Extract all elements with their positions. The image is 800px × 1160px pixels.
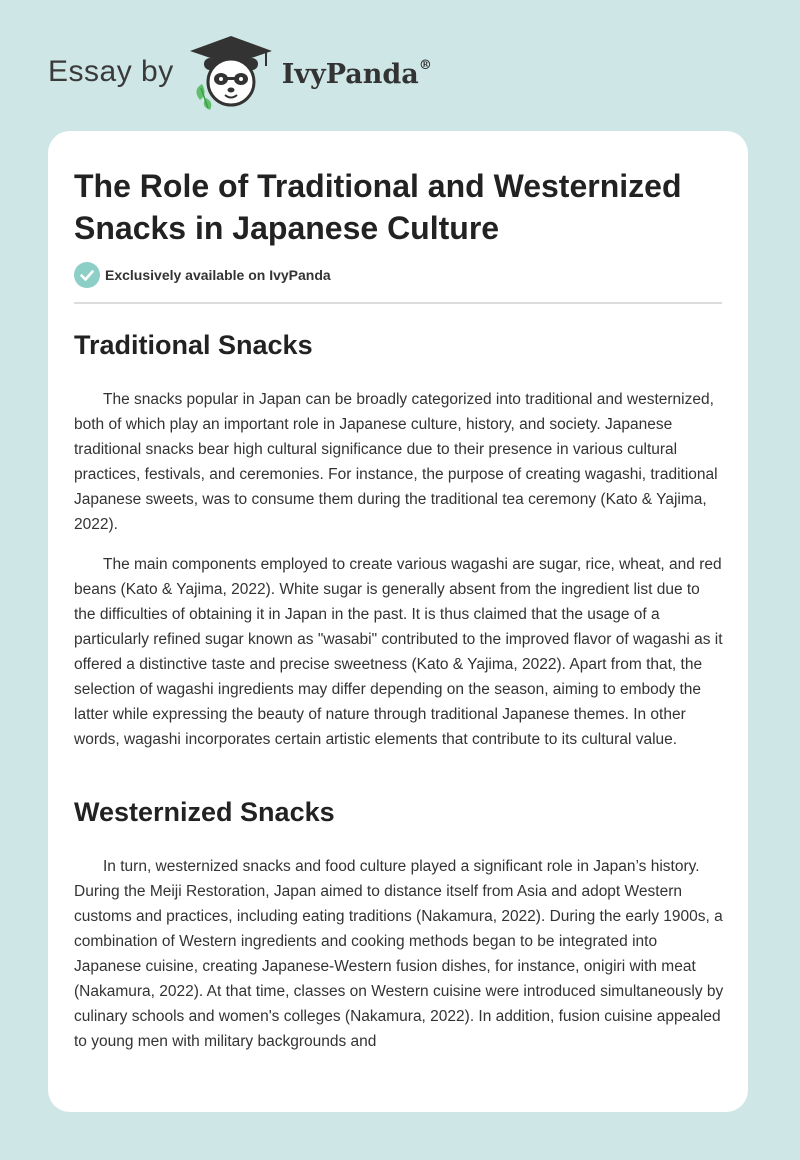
registered-mark: ®: [418, 57, 432, 73]
paragraph: In turn, westernized snacks and food culture played a significant role in Japan’s history. During the Meiji Restoration, Japan aimed to distance itself from Asia and adopt Western customs and practices, including eating traditions (Nakamura, 2022). During the early 1900s, a combination of Western ingredients and cooking methods began to be integrated into Japanese cuisine, creating Japanese-Western fusion dishes, for instance, onigiri with meat (Nakamura, 2022). At that time, classes on Western cuisine were introduced simultaneously by culinary schools and women's colleges (Nakamura, 2022). In addition, fusion cuisine appealed to young men with military backgrounds and: [74, 858, 724, 1050]
brand-name[interactable]: [282, 59, 432, 90]
brand-text: IvyPanda: [281, 58, 419, 90]
paragraph: The snacks popular in Japan can be broadly categorized into traditional and westernized, both of which play an important role in Japanese culture, history, and society. Japanese traditional snacks bear high cultural significance due to their presence in various cultural practices, festivals, and ceremonies. For instance, the purpose of creating wagashi, traditional Japanese sweets, was to consume them during the traditional tea ceremony (Kato & Yajima, 2022).: [74, 391, 718, 533]
panda-graduate-logo-icon[interactable]: [188, 34, 274, 110]
paragraph: The main components employed to create various wagashi are sugar, rice, wheat, and red beans (Kato & Yajima, 2022). White sugar is generally absent from the ingredient list due to the difficulties of obtaining it in Japan in the past. It is thus claimed that the usage of a particularly refined sugar known as "wasabi" contributed to the improved flavor of wagashi as it offered a distinctive taste and precise sweetness (Kato & Yajima, 2022). Apart from that, the selection of wagashi ingredients may differ depending on the season, aiming to embody the latter while expressing the beauty of nature through traditional Japanese themes. In other words, wagashi incorporates certain artistic elements that contribute to its cultural value.: [74, 556, 723, 748]
section-heading-traditional: Traditional Snacks: [74, 330, 313, 360]
exclusive-badge: [74, 262, 331, 288]
section-heading-westernized: Westernized Snacks: [74, 797, 335, 827]
divider: [74, 302, 722, 304]
exclusive-badge-text: Exclusively available on IvyPanda: [105, 267, 331, 283]
check-circle-icon: [74, 262, 100, 288]
site-header: [48, 34, 432, 110]
document-title: The Role of Traditional and Westernized Snacks in Japanese Culture: [74, 168, 682, 246]
document-card: [48, 131, 748, 1112]
essay-by-label: Essay by: [48, 55, 174, 88]
